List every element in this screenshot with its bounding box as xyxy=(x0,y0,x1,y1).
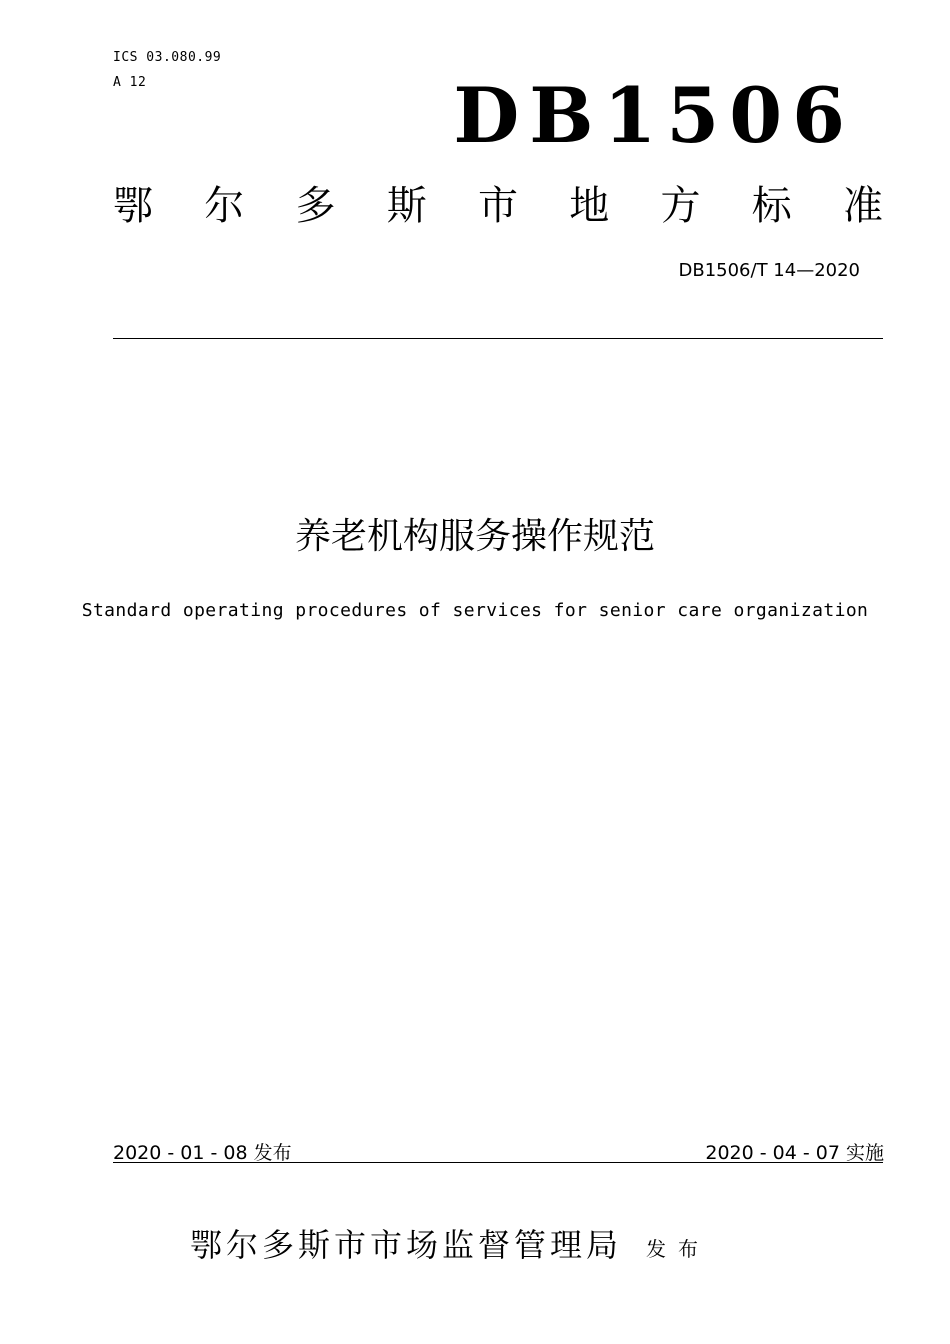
document-title-english: Standard operating procedures of services for senior care organization xyxy=(81,600,869,621)
standard-code: DB1506 xyxy=(453,71,855,160)
standard-type xyxy=(113,183,883,229)
standard-type-char: 尔 xyxy=(204,183,245,229)
classification-code: A 12 xyxy=(113,75,147,90)
header-divider xyxy=(113,338,883,339)
standard-type-char: 鄂 xyxy=(113,183,153,229)
standard-type-char: 准 xyxy=(843,183,883,229)
standard-number: DB1506/T 14—2020 xyxy=(678,260,860,281)
implement-date: 2020 - 04 - 07 实施 xyxy=(705,1142,884,1164)
issuer xyxy=(190,1220,710,1266)
standard-type-char: 标 xyxy=(751,183,792,229)
standard-type-char: 地 xyxy=(569,183,610,229)
ics-code: ICS 03.080.99 xyxy=(113,50,222,65)
document-title-chinese: 养老机构服务操作规范 xyxy=(294,516,655,557)
publish-date: 2020 - 01 - 08 发布 xyxy=(113,1142,292,1164)
standard-type-char: 多 xyxy=(295,183,336,229)
issuer-suffix: 发布 xyxy=(646,1237,711,1261)
standard-type-char: 斯 xyxy=(386,183,427,229)
issuer-name: 鄂尔多斯市市场监督管理局 xyxy=(190,1226,623,1264)
footer-divider xyxy=(113,1162,883,1163)
standard-type-char: 方 xyxy=(660,183,701,229)
standard-type-char: 市 xyxy=(478,183,518,229)
